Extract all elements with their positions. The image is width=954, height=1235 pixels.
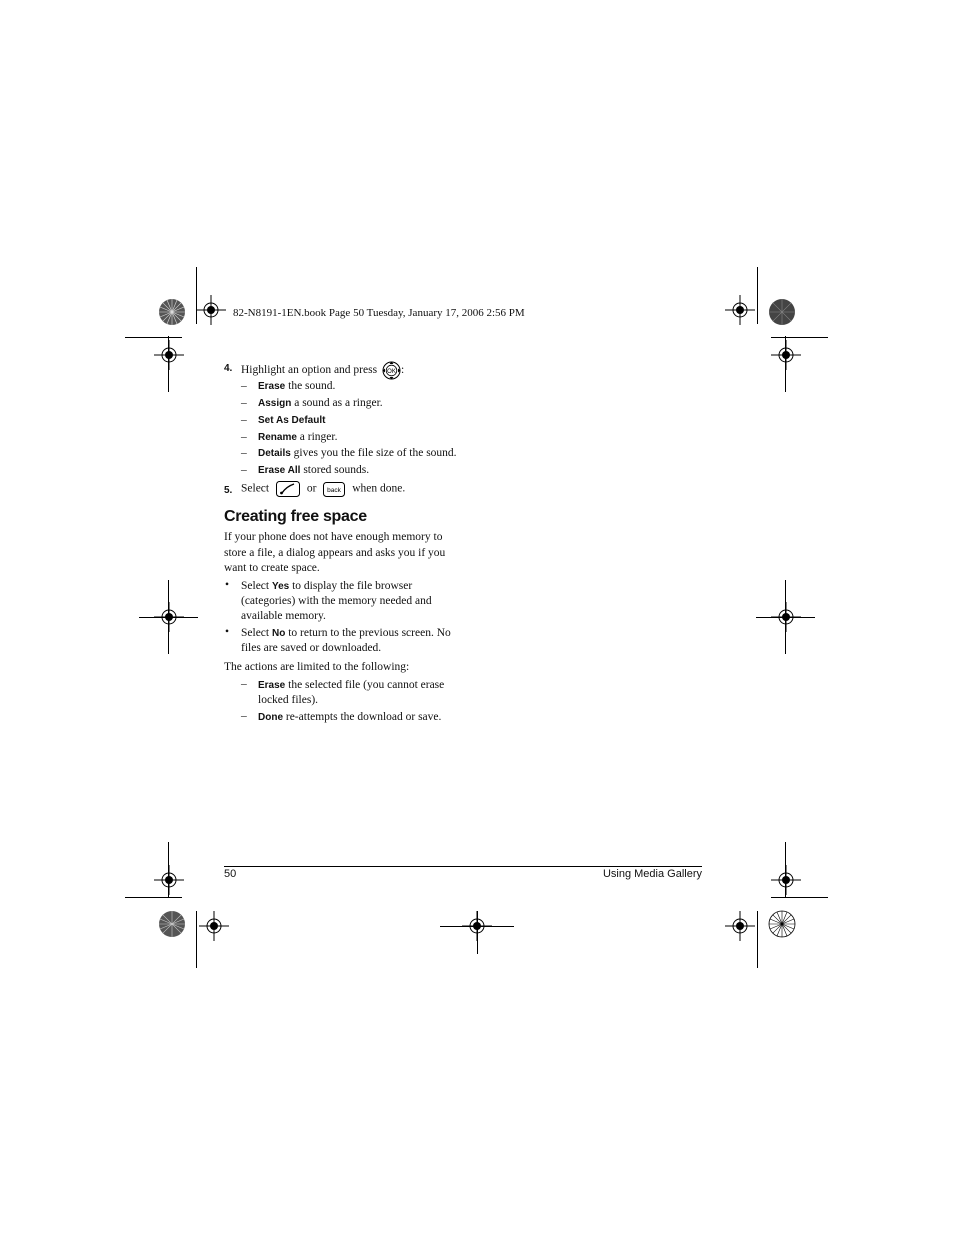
trim-line — [785, 336, 786, 392]
action-label: Done — [258, 712, 283, 723]
bullet-pre: Select — [241, 580, 272, 592]
action-done — [258, 710, 458, 725]
option-details — [258, 447, 457, 459]
option-label: Assign — [258, 398, 292, 409]
trim-line — [477, 911, 478, 954]
ok-key-label: OK — [387, 368, 396, 375]
option-erase-all — [258, 464, 369, 476]
option-desc: gives you the file size of the sound. — [290, 447, 457, 459]
bullet-yes — [241, 579, 451, 625]
registration-mark-icon — [154, 865, 184, 895]
option-assign — [258, 397, 383, 409]
step-number: 4. — [224, 363, 233, 374]
ok-navigation-key-icon — [382, 361, 401, 380]
step-text-done: when done. — [352, 482, 406, 495]
dash-bullet: – — [241, 464, 247, 476]
section-heading: Creating free space — [224, 508, 367, 525]
option-desc: a ringer. — [296, 431, 338, 443]
registration-mark-icon — [199, 911, 229, 941]
actions-intro: The actions are limited to the following: — [224, 661, 410, 673]
trim-line — [785, 842, 786, 898]
star-target-icon — [768, 298, 796, 326]
trim-line — [757, 267, 758, 324]
end-call-key-icon — [276, 481, 300, 497]
option-desc: the sound. — [285, 380, 336, 392]
step-text-before: Highlight an option and press — [241, 364, 378, 377]
action-erase — [258, 678, 453, 708]
step-text-after: : — [400, 364, 405, 377]
page-number: 50 — [224, 868, 237, 880]
print-slug: 82-N8191-1EN.book Page 50 Tuesday, January 17, 2006 2:56 PM — [233, 307, 525, 319]
dash-bullet: – — [241, 397, 247, 409]
registration-mark-icon — [725, 911, 755, 941]
dash-bullet: – — [241, 431, 247, 443]
trim-line — [196, 911, 197, 968]
dash-bullet: – — [241, 414, 247, 426]
footer-rule — [224, 866, 702, 867]
option-label: Erase All — [258, 465, 301, 476]
option-desc: a sound as a ringer. — [291, 397, 383, 409]
star-target-icon — [768, 910, 796, 938]
bullet-post: to return to the previous screen. No files are saved or downloaded. — [241, 627, 451, 655]
option-label: Rename — [258, 432, 297, 443]
star-target-icon — [158, 298, 186, 326]
option-desc: stored sounds. — [300, 464, 370, 476]
option-label: Set As Default — [258, 415, 326, 426]
step-text — [241, 361, 404, 380]
bullet-dot: • — [225, 626, 230, 638]
trim-line — [125, 337, 182, 338]
step-number: 5. — [224, 485, 233, 496]
trim-line — [757, 911, 758, 968]
registration-mark-icon — [771, 865, 801, 895]
bullet-dot: • — [225, 579, 230, 591]
bullet-no — [241, 626, 451, 656]
back-key-icon — [323, 482, 345, 497]
trim-line — [139, 617, 198, 618]
trim-line — [168, 842, 169, 898]
option-rename — [258, 431, 337, 443]
bullet-pre: Select — [241, 627, 272, 639]
bullet-label: No — [271, 628, 286, 639]
registration-mark-icon — [725, 295, 755, 325]
back-key-label: back — [327, 486, 342, 494]
star-target-icon — [158, 910, 186, 938]
trim-line — [125, 897, 182, 898]
registration-mark-icon — [154, 340, 184, 370]
section-intro: If your phone does not have enough memory to store a file, a dialog appears and asks you if you want to create space. — [224, 531, 446, 574]
trim-line — [756, 617, 815, 618]
trim-line — [771, 337, 828, 338]
option-label: Details — [258, 448, 291, 459]
step-text-select: Select — [241, 482, 270, 495]
option-label: Erase — [258, 381, 286, 392]
step-text-or: or — [306, 482, 317, 495]
dash-bullet: – — [241, 447, 247, 459]
dash-bullet: – — [241, 710, 247, 722]
registration-mark-icon — [771, 340, 801, 370]
chapter-title: Using Media Gallery — [602, 868, 702, 880]
bullet-label: Yes — [271, 581, 290, 592]
action-desc: the selected file (you cannot erase locked files). — [258, 679, 445, 707]
trim-line — [168, 336, 169, 392]
action-label: Erase — [258, 680, 286, 691]
dash-bullet: – — [241, 678, 247, 690]
trim-line — [771, 897, 828, 898]
option-set-as-default — [258, 414, 325, 426]
bullet-post: to display the file browser (categories) with the memory needed and available memory. — [241, 580, 432, 623]
action-desc: re-attempts the download or save. — [283, 711, 442, 723]
registration-mark-icon — [196, 295, 226, 325]
option-erase — [258, 380, 335, 392]
step-text — [241, 481, 405, 497]
dash-bullet: – — [241, 380, 247, 392]
